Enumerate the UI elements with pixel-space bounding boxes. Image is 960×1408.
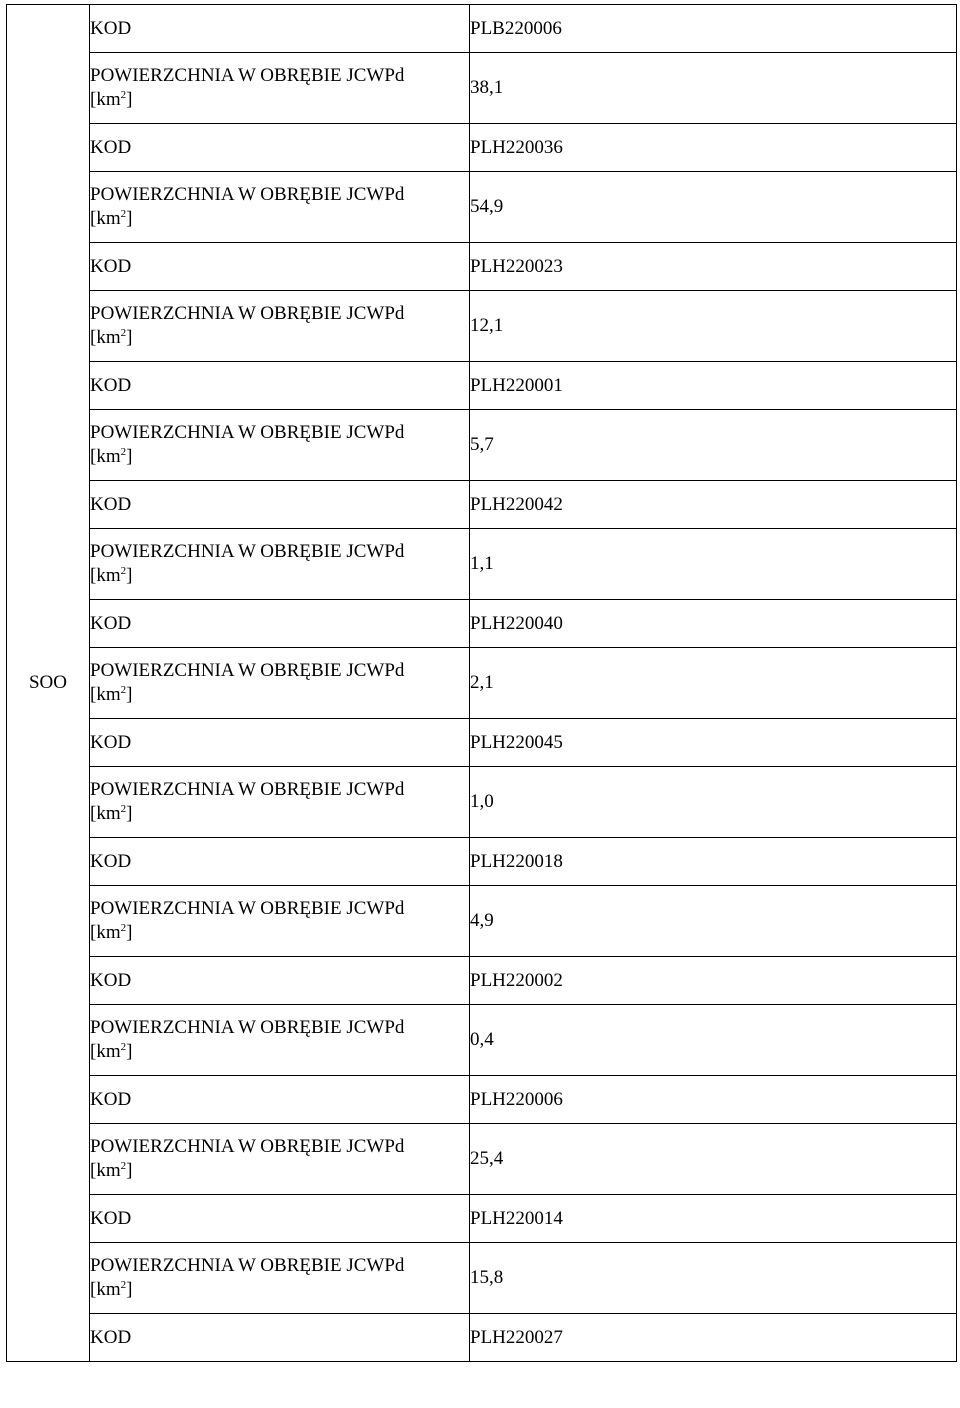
unit-superscript: 2 [120, 565, 127, 577]
area-label-cell [90, 1243, 470, 1314]
area-label-cell [90, 291, 470, 362]
unit-open: [km [90, 446, 121, 467]
kod-label: KOD [90, 838, 470, 886]
area-label-cell [90, 886, 470, 957]
unit-superscript: 2 [120, 1160, 127, 1172]
table-row [7, 600, 957, 648]
unit-superscript: 2 [120, 1041, 127, 1053]
zone-cell [7, 5, 90, 1362]
unit-close: ] [126, 684, 133, 705]
area-unit [90, 683, 469, 707]
unit-open: [km [90, 684, 121, 705]
unit-superscript: 2 [120, 89, 127, 101]
area-label-cell [90, 1124, 470, 1195]
table-row [7, 481, 957, 529]
table-row [7, 362, 957, 410]
kod-value: PLH220042 [470, 481, 957, 529]
kod-label: KOD [90, 1076, 470, 1124]
area-label: POWIERZCHNIA W OBRĘBIE JCWPd [90, 1136, 405, 1157]
area-label-cell [90, 53, 470, 124]
area-value: 1,0 [470, 767, 957, 838]
table-row [7, 719, 957, 767]
unit-open: [km [90, 803, 121, 824]
area-value: 15,8 [470, 1243, 957, 1314]
kod-label: KOD [90, 600, 470, 648]
area-unit [90, 1159, 469, 1183]
area-label: POWIERZCHNIA W OBRĘBIE JCWPd [90, 660, 405, 681]
table-row [7, 1243, 957, 1314]
area-label: POWIERZCHNIA W OBRĘBIE JCWPd [90, 303, 405, 324]
area-label: POWIERZCHNIA W OBRĘBIE JCWPd [90, 541, 405, 562]
area-unit [90, 1040, 469, 1064]
unit-open: [km [90, 89, 121, 110]
unit-open: [km [90, 922, 121, 943]
unit-close: ] [126, 327, 133, 348]
natura-sites-table [6, 4, 957, 1362]
table-row [7, 1314, 957, 1362]
unit-close: ] [126, 565, 133, 586]
unit-close: ] [126, 1041, 133, 1062]
unit-close: ] [126, 446, 133, 467]
kod-value: PLH220002 [470, 957, 957, 1005]
kod-label: KOD [90, 1314, 470, 1362]
area-label: POWIERZCHNIA W OBRĘBIE JCWPd [90, 65, 405, 86]
area-label: POWIERZCHNIA W OBRĘBIE JCWPd [90, 422, 405, 443]
kod-label: KOD [90, 5, 470, 53]
table-row [7, 767, 957, 838]
unit-open: [km [90, 565, 121, 586]
table-row [7, 886, 957, 957]
table-row [7, 1005, 957, 1076]
kod-value: PLH220006 [470, 1076, 957, 1124]
area-unit [90, 921, 469, 945]
table-row [7, 838, 957, 886]
kod-value: PLH220023 [470, 243, 957, 291]
table-row [7, 53, 957, 124]
area-value: 5,7 [470, 410, 957, 481]
unit-close: ] [126, 89, 133, 110]
unit-open: [km [90, 1160, 121, 1181]
area-value: 2,1 [470, 648, 957, 719]
unit-close: ] [126, 1160, 133, 1181]
kod-value: PLH220001 [470, 362, 957, 410]
area-label: POWIERZCHNIA W OBRĘBIE JCWPd [90, 184, 405, 205]
zone-label: SOO [28, 672, 67, 693]
area-label: POWIERZCHNIA W OBRĘBIE JCWPd [90, 898, 405, 919]
area-unit [90, 564, 469, 588]
area-label-cell [90, 767, 470, 838]
kod-value: PLH220040 [470, 600, 957, 648]
area-unit [90, 207, 469, 231]
table-row [7, 1076, 957, 1124]
area-value: 0,4 [470, 1005, 957, 1076]
table-row [7, 648, 957, 719]
area-label-cell [90, 172, 470, 243]
kod-value: PLB220006 [470, 5, 957, 53]
kod-label: KOD [90, 719, 470, 767]
kod-value: PLH220036 [470, 124, 957, 172]
area-label: POWIERZCHNIA W OBRĘBIE JCWPd [90, 1255, 405, 1276]
area-label-cell [90, 1005, 470, 1076]
unit-open: [km [90, 327, 121, 348]
area-label-cell [90, 648, 470, 719]
unit-superscript: 2 [120, 803, 127, 815]
unit-close: ] [126, 1279, 133, 1300]
area-unit [90, 445, 469, 469]
unit-close: ] [126, 922, 133, 943]
table-row [7, 243, 957, 291]
unit-superscript: 2 [120, 1279, 127, 1291]
kod-label: KOD [90, 957, 470, 1005]
kod-label: KOD [90, 1195, 470, 1243]
unit-superscript: 2 [120, 208, 127, 220]
kod-value: PLH220045 [470, 719, 957, 767]
table-row [7, 291, 957, 362]
area-value: 12,1 [470, 291, 957, 362]
unit-open: [km [90, 1041, 121, 1062]
kod-value: PLH220027 [470, 1314, 957, 1362]
table-row [7, 1195, 957, 1243]
unit-close: ] [126, 208, 133, 229]
table-row [7, 124, 957, 172]
table-row [7, 172, 957, 243]
unit-superscript: 2 [120, 684, 127, 696]
table-row [7, 5, 957, 53]
area-label: POWIERZCHNIA W OBRĘBIE JCWPd [90, 779, 405, 800]
area-unit [90, 802, 469, 826]
area-unit [90, 326, 469, 350]
kod-label: KOD [90, 243, 470, 291]
unit-open: [km [90, 208, 121, 229]
area-label: POWIERZCHNIA W OBRĘBIE JCWPd [90, 1017, 405, 1038]
area-value: 54,9 [470, 172, 957, 243]
area-value: 38,1 [470, 53, 957, 124]
table-row [7, 1124, 957, 1195]
area-unit [90, 88, 469, 112]
unit-superscript: 2 [120, 446, 127, 458]
table-row [7, 529, 957, 600]
area-value: 1,1 [470, 529, 957, 600]
table-row [7, 957, 957, 1005]
unit-superscript: 2 [120, 327, 127, 339]
kod-label: KOD [90, 481, 470, 529]
area-label-cell [90, 529, 470, 600]
kod-label: KOD [90, 124, 470, 172]
table-row [7, 410, 957, 481]
area-value: 25,4 [470, 1124, 957, 1195]
area-value: 4,9 [470, 886, 957, 957]
kod-label: KOD [90, 362, 470, 410]
kod-value: PLH220018 [470, 838, 957, 886]
table-body [7, 5, 957, 1362]
unit-superscript: 2 [120, 922, 127, 934]
unit-close: ] [126, 803, 133, 824]
unit-open: [km [90, 1279, 121, 1300]
area-label-cell [90, 410, 470, 481]
area-unit [90, 1278, 469, 1302]
kod-value: PLH220014 [470, 1195, 957, 1243]
